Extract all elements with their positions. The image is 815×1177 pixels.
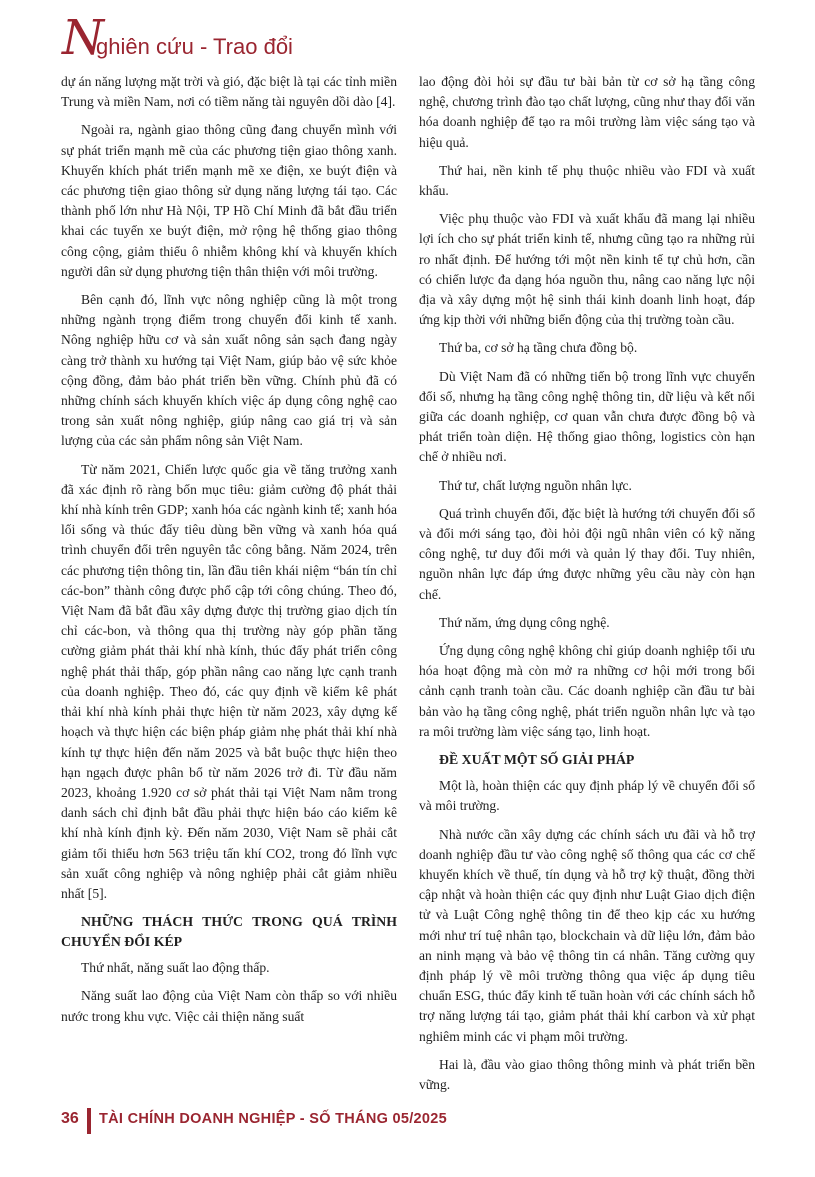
right-column-heading: ĐỀ XUẤT MỘT SỐ GIẢI PHÁP [439, 752, 635, 768]
right-column-paragraph: Thứ ba, cơ sở hạ tầng chưa đồng bộ. [439, 340, 638, 356]
footer-divider [87, 1108, 91, 1134]
left-column-paragraph: Bên cạnh đó, lĩnh vực nông nghiệp cũng là một trong những ngành trọng điểm trong chuyển đổi kinh tế xanh. Nông nghiệp hữu cơ và sản xuất nông sản sạch đang ngày càng trở thành xu hướng tại Việt Nam, giúp bảo vệ sức khỏe cộng đồng, đảm bảo phát triển bền vững. Chính phủ đã có những chính sách khuyến khích việc áp dụng công nghệ cao trong sản xuất nông nghiệp, giúp nâng cao giá trị và sản lượng của các sản phẩm nông sản Việt Nam. [61, 292, 397, 449]
magazine-title: TÀI CHÍNH DOANH NGHIỆP - SỐ THÁNG 05/2025 [99, 1111, 448, 1127]
right-column-paragraph: Thứ năm, ứng dụng công nghệ. [439, 614, 610, 630]
section-header [62, 10, 762, 66]
left-column-paragraph: Từ năm 2021, Chiến lược quốc gia về tăng trưởng xanh đã xác định rõ ràng bốn mục tiêu: giảm cường độ phát thải khí nhà kính trên GDP; xanh hóa các ngành kinh tế; xanh hóa lối sống và thúc đẩy tiêu dùng bền vững và xanh hóa quá trình chuyển đổi trên nguyên tắc công bằng. Năm 2024, trên các phương tiện thông tin, lần đầu tiên khái niệm “bán tín chỉ các-bon” thành công được phổ cập tới công chúng. Theo đó, Việt Nam đã bắt đầu xây dựng được thị trường giao dịch tín chỉ các-bon, và thông qua thị trường này góp phần tăng cường giảm phát thải khí nhà kính, thúc đẩy phát triển công nghệ phát thải thấp, góp phần nâng cao năng lực cạnh tranh của doanh nghiệp. Theo đó, các quy định về kiểm kê phát thải khí nhà kính phải thực hiện từ năm 2023, xây dựng kế hoạch và thực hiện các biện pháp giảm nhẹ phát thải khí nhà kính tự thực hiện đến năm 2025 và bắt buộc thực hiện theo hạn ngạch được phân bổ từ năm 2026 trở đi. Từ đầu năm 2023, khoảng 1.920 cơ sở phát thải tại Việt Nam nằm trong danh sách chỉ định bắt đầu phải thực hiện báo cáo kiểm kê khí nhà kính định kỳ. Đến năm 2030, Việt Nam sẽ phải cắt giảm tối thiểu hơn 563 triệu tấn khí CO2, trong đó lĩnh vực sản xuất công nghiệp và nông nghiệp phải cắt giảm nhiều nhất [5]. [61, 461, 397, 901]
right-column-paragraph: Nhà nước cần xây dựng các chính sách ưu đãi và hỗ trợ doanh nghiệp đầu tư vào công nghệ số thông qua các cơ chế khuyến khích về thuế, tín dụng và hỗ trợ kỹ thuật, đồng thời cập nhật và hoàn thiện các quy định như Luật Giao dịch điện tử và Luật Công nghệ thông tin để theo kịp các xu hướng mới như trí tuệ nhân tạo, blockchain và dữ liệu lớn, đảm bảo an ninh mạng và bảo vệ thông tin cá nhân. Tăng cường quy định pháp lý về môi trường thông qua việc áp dụng tiêu chuẩn ESG, thúc đẩy kinh tế tuần hoàn với các chính sách hỗ trợ năng lượng tái tạo, giảm phát thải khí carbon và xử phạt nghiêm minh các vi phạm môi trường. [419, 826, 755, 1044]
section-header-initial: N [62, 10, 104, 66]
right-column-paragraph: Thứ hai, nền kinh tế phụ thuộc nhiều vào FDI và xuất khẩu. [419, 162, 755, 199]
right-column-paragraph: Hai là, đầu vào giao thông thông minh và phát triển bền vững. [419, 1056, 755, 1092]
section-header-title: ghiên cứu - Trao đổi [96, 34, 293, 59]
left-column-paragraph: Thứ nhất, năng suất lao động thấp. [81, 960, 270, 976]
page-number: 36 [61, 1110, 79, 1127]
left-column-paragraph: Ngoài ra, ngành giao thông cũng đang chuyển mình với sự phát triển mạnh mẽ của các phương tiện giao thông xanh. Khuyến khích phát triển mạnh mẽ xe điện, xe buýt điện và các phương tiện giao thông sử dụng năng lượng tái tạo. Các thành phố lớn như Hà Nội, TP Hồ Chí Minh đã bắt đầu triển khai các tuyến xe buýt điện, mở rộng hệ thống giao thông công cộng, giảm thiểu ô nhiễm không khí và khuyến khích người dân sử dụng phương tiện thân thiện với môi trường. [61, 122, 397, 279]
left-column-paragraph: dự án năng lượng mặt trời và gió, đặc biệt là tại các tỉnh miền Trung và miền Nam, nơi có tiềm năng tài nguyên dồi dào [4]. [61, 74, 397, 110]
page-footer [61, 1108, 761, 1138]
right-column-paragraph: Quá trình chuyển đổi, đặc biệt là hướng tới chuyển đổi số và đổi mới sáng tạo, đòi hỏi đội ngũ nhân viên có kỹ năng công nghệ, tư duy đổi mới và quản lý thay đổi. Tuy nhiên, nguồn nhân lực đáp ứng được những yêu cầu này còn hạn chế. [419, 505, 755, 602]
right-column-paragraph: Ứng dụng công nghệ không chỉ giúp doanh nghiệp tối ưu hóa hoạt động mà còn mở ra những cơ hội mới trong bối cảnh cạnh tranh toàn cầu. Các doanh nghiệp cần đầu tư bài bản vào hạ tầng công nghệ, phát triển nguồn nhân lực và tạo ra môi trường làm việc sáng tạo, linh hoạt. [419, 643, 755, 739]
right-column-paragraph: Thứ tư, chất lượng nguồn nhân lực. [439, 477, 632, 493]
left-column-heading: NHỮNG THÁCH THỨC TRONG QUÁ TRÌNH CHUYỂN ĐỔI KÉP [61, 914, 397, 950]
right-column [419, 72, 755, 1103]
right-column-paragraph: lao động đòi hỏi sự đầu tư bài bản từ cơ sở hạ tầng công nghệ, chương trình đào tạo chất lượng, cũng như thay đổi văn hóa doanh nghiệp để tạo ra môi trường làm việc sáng tạo và hiệu quả. [419, 74, 755, 150]
left-column [61, 72, 397, 1035]
left-column-paragraph: Năng suất lao động của Việt Nam còn thấp so với nhiều nước trong khu vực. Việc cải thiện năng suất [61, 988, 397, 1024]
right-column-paragraph: Một là, hoàn thiện các quy định pháp lý về chuyển đổi số và môi trường. [419, 778, 755, 814]
right-column-paragraph: Việc phụ thuộc vào FDI và xuất khẩu đã mang lại nhiều lợi ích cho sự phát triển kinh tế, nhưng cũng tạo ra những rủi ro nhất định. Để hướng tới một nền kinh tế tự chủ hơn, cần có chiến lược đa dạng hóa nguồn thu, nâng cao năng lực nội địa và xây dựng một hệ sinh thái kinh doanh linh hoạt, đáp ứng kịp thời với những biến động của thị trường toàn cầu. [419, 211, 755, 328]
right-column-paragraph: Dù Việt Nam đã có những tiến bộ trong lĩnh vực chuyển đổi số, nhưng hạ tầng công nghệ thông tin, dữ liệu và kết nối giữa các doanh nghiệp, cơ quan vẫn chưa được đồng bộ và phát triển toàn diện. Hệ thống giao thông, logistics còn hạn chế ở nhiều nơi. [419, 368, 755, 465]
